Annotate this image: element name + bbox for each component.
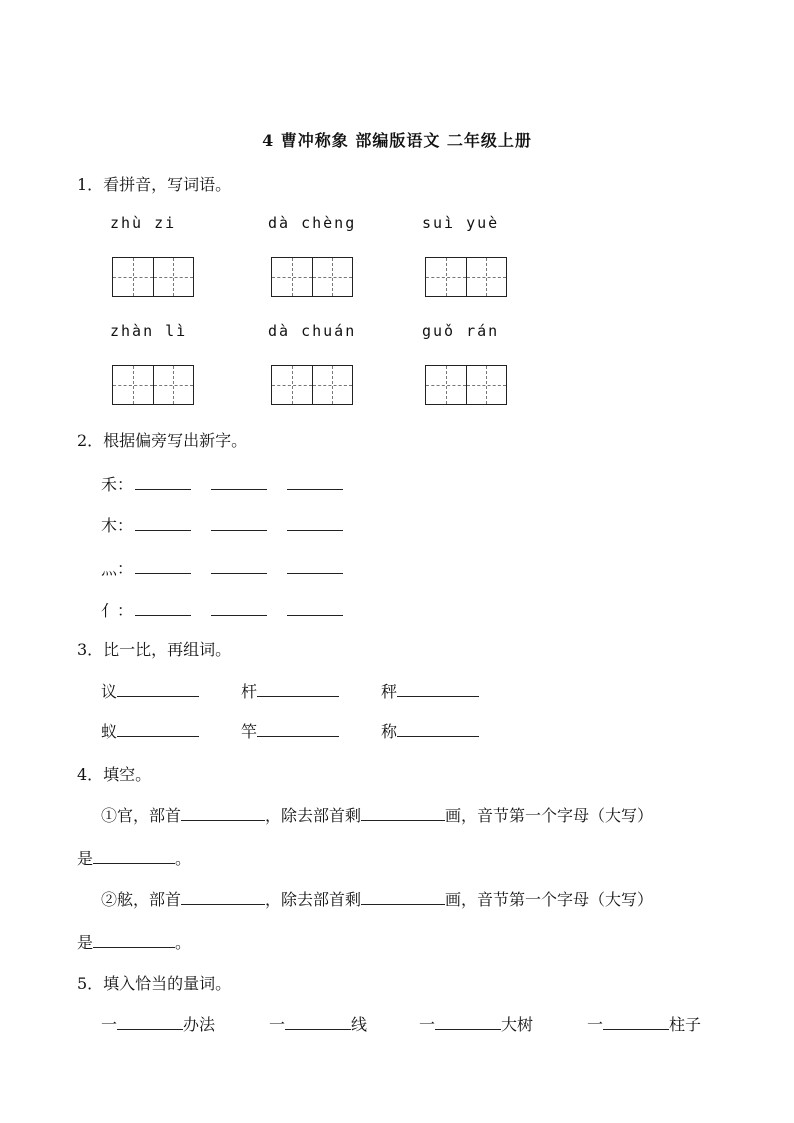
writing-box-4[interactable] [112, 365, 194, 405]
page-title: 4 曹冲称象 部编版语文 二年级上册 [262, 131, 532, 150]
compare-item [101, 719, 199, 742]
fill-text: 一 [587, 1015, 604, 1034]
measure-word-item [587, 1012, 701, 1035]
answer-blank[interactable] [287, 529, 343, 531]
compare-item [381, 719, 479, 742]
radical-label: 木： [101, 516, 134, 535]
answer-blank[interactable] [135, 488, 191, 490]
writing-box-5[interactable] [271, 365, 353, 405]
fill-text: ，除去部首剩 [265, 806, 362, 825]
writing-box-1[interactable] [112, 257, 194, 297]
answer-blank[interactable] [211, 614, 267, 616]
fill-text: 画，音节第一个字母（大写） [445, 806, 654, 825]
answer-blank[interactable] [257, 735, 339, 737]
fill-text: 线 [351, 1015, 368, 1034]
fill-text: ①官，部首 [101, 806, 182, 825]
answer-blank[interactable] [117, 735, 199, 737]
fill-text: 办法 [183, 1015, 216, 1034]
question-2-title: 2．根据偏旁写出新字。 [77, 431, 248, 450]
char-label: 竿 [241, 722, 258, 741]
radical-row-2 [101, 513, 343, 536]
compare-item [241, 679, 339, 702]
fill-text: 画，音节第一个字母（大写） [445, 890, 654, 909]
fill-item-1-cont [77, 846, 191, 869]
answer-blank[interactable] [603, 1028, 669, 1030]
writing-box-3[interactable] [425, 257, 507, 297]
radical-label: 亻： [101, 601, 134, 620]
radical-label: 灬： [101, 559, 134, 578]
char-label: 称 [381, 722, 398, 741]
char-label: 议 [101, 682, 118, 701]
answer-blank[interactable] [117, 695, 199, 697]
fill-text: 大树 [501, 1015, 534, 1034]
fill-text: 是 [77, 933, 94, 952]
answer-blank[interactable] [211, 529, 267, 531]
char-label: 秤 [381, 682, 398, 701]
measure-word-item [101, 1012, 215, 1035]
answer-blank[interactable] [287, 488, 343, 490]
answer-blank[interactable] [361, 819, 445, 821]
fill-text: ，除去部首剩 [265, 890, 362, 909]
answer-blank[interactable] [93, 862, 175, 864]
question-4-title: 4．填空。 [77, 765, 152, 784]
answer-blank[interactable] [361, 903, 445, 905]
answer-blank[interactable] [135, 614, 191, 616]
question-5-title: 5．填入恰当的量词。 [77, 974, 232, 993]
answer-blank[interactable] [93, 946, 175, 948]
answer-blank[interactable] [181, 819, 265, 821]
radical-row-1 [101, 472, 343, 495]
fill-text: 。 [175, 933, 192, 952]
char-label: 蚁 [101, 722, 118, 741]
fill-text: 一 [269, 1015, 286, 1034]
measure-word-item [269, 1012, 367, 1035]
answer-blank[interactable] [211, 572, 267, 574]
answer-blank[interactable] [287, 572, 343, 574]
fill-text: 是 [77, 849, 94, 868]
answer-blank[interactable] [117, 1028, 183, 1030]
pinyin-2: dà chèng [268, 214, 357, 232]
answer-blank[interactable] [257, 695, 339, 697]
answer-blank[interactable] [435, 1028, 501, 1030]
compare-item [101, 679, 199, 702]
answer-blank[interactable] [285, 1028, 351, 1030]
answer-blank[interactable] [135, 529, 191, 531]
answer-blank[interactable] [397, 735, 479, 737]
compare-item [381, 679, 479, 702]
fill-text: 柱子 [669, 1015, 702, 1034]
writing-box-2[interactable] [271, 257, 353, 297]
compare-item [241, 719, 339, 742]
char-label: 杆 [241, 682, 258, 701]
answer-blank[interactable] [211, 488, 267, 490]
fill-item-2 [101, 887, 653, 910]
radical-label: 禾： [101, 475, 134, 494]
pinyin-1: zhù zi [110, 214, 177, 232]
fill-text: ②舷，部首 [101, 890, 182, 909]
fill-item-1 [101, 803, 653, 826]
radical-row-3 [101, 556, 343, 579]
radical-row-4 [101, 598, 343, 621]
fill-text: 一 [101, 1015, 118, 1034]
answer-blank[interactable] [287, 614, 343, 616]
pinyin-6: guǒ rán [422, 322, 500, 340]
answer-blank[interactable] [397, 695, 479, 697]
pinyin-4: zhàn lì [110, 322, 188, 340]
fill-text: 一 [419, 1015, 436, 1034]
pinyin-3: suì yuè [422, 214, 500, 232]
answer-blank[interactable] [135, 572, 191, 574]
fill-item-2-cont [77, 930, 191, 953]
answer-blank[interactable] [181, 903, 265, 905]
measure-word-item [419, 1012, 533, 1035]
question-1-title: 1．看拼音，写词语。 [77, 175, 232, 194]
writing-box-6[interactable] [425, 365, 507, 405]
fill-text: 。 [175, 849, 192, 868]
question-3-title: 3．比一比，再组词。 [77, 640, 232, 659]
pinyin-5: dà chuán [268, 322, 357, 340]
